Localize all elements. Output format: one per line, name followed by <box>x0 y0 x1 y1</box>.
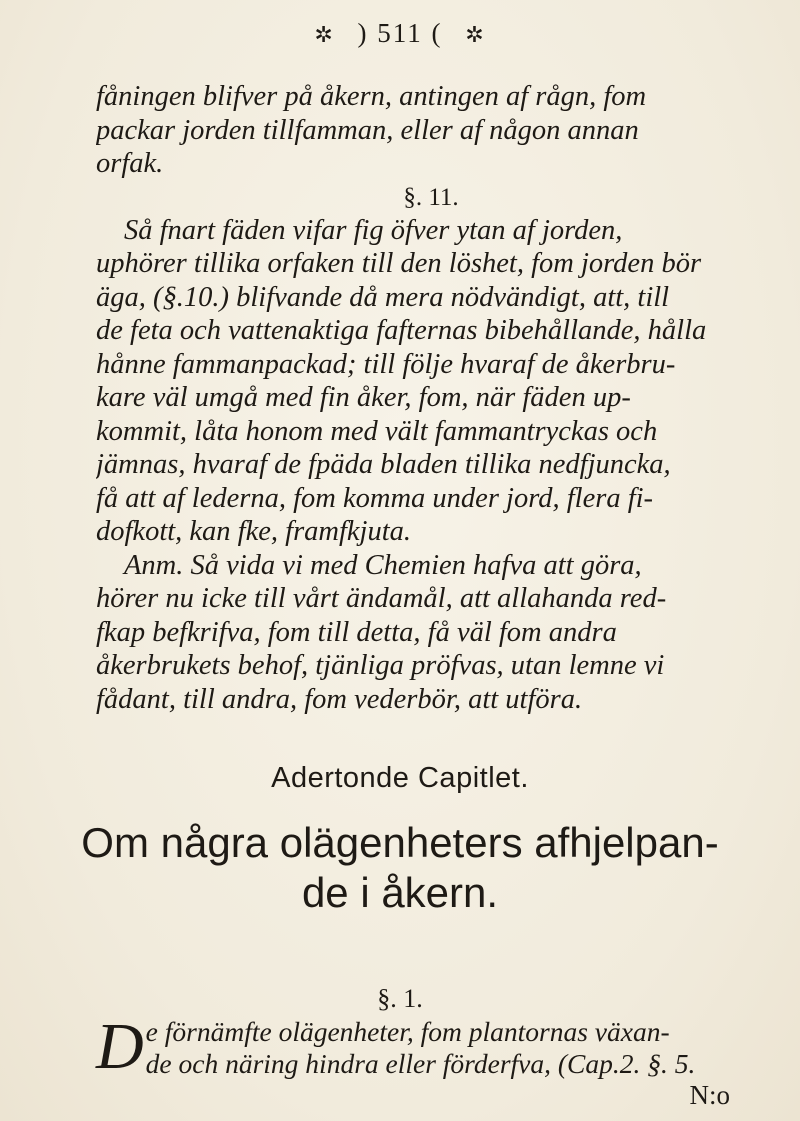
final-paragraph <box>96 1010 736 1110</box>
text-line: fåningen blifver på åkern, antingen af rågn, fom <box>96 81 647 112</box>
text-line: orfak. <box>96 148 164 179</box>
chapter-title-line: de i åkern. <box>301 869 499 916</box>
text-line: kommit, låta honom med vält fammantryckas och <box>96 415 658 447</box>
text-line: uphörer tillika orfaken till den löshet, fom jorden bör <box>96 248 702 279</box>
chapter-title <box>0 818 800 918</box>
chapter-title-line: Om några olägenheters afhjelpan- <box>81 819 719 866</box>
catchword: N:o <box>689 1080 730 1110</box>
page-number: ) 511 ( <box>357 18 443 48</box>
text-line: packar jorden tillfamman, eller af någon annan <box>96 114 639 146</box>
note-line: åkerbrukets behof, tjänliga pröfvas, utan lemne vi <box>96 650 665 681</box>
star-ornament-icon: ✲ <box>465 22 486 47</box>
text-line: dofkott, kan fke, framfkjuta. <box>96 516 412 547</box>
page-header <box>0 18 800 49</box>
text-line: kare väl umgå med fin åker, fom, när fäden up- <box>96 382 631 413</box>
text-line: de feta och vattenaktiga fafternas bibehållande, hålla <box>96 315 707 346</box>
note-line: fkap befkrifva, fom till detta, få väl fom andra <box>96 616 617 648</box>
note-line: hörer nu icke till vårt ändamål, att allahanda red- <box>96 583 667 614</box>
section-heading: §. 11. <box>403 183 459 211</box>
text-line: få att af lederna, fom komma under jord, flera fi- <box>96 482 654 514</box>
text-line: Så fnart fäden vifar fig öfver ytan af jorden, <box>124 214 623 246</box>
chapter-label: Adertonde Capitlet. <box>271 762 529 794</box>
text-line: hånne fammanpackad; till följe hvaraf de åkerbru- <box>96 348 676 380</box>
note-line: fådant, till andra, fom vederbör, att utföra. <box>96 683 583 715</box>
text-line: e förnämfte olägenheter, fom plantornas växan- <box>145 1016 670 1047</box>
note-line: Anm. Så vida vi med Chemien hafva att göra, <box>124 549 642 581</box>
top-paragraph <box>96 80 726 716</box>
drop-cap: D <box>96 1010 144 1083</box>
text-line: äga, (§.10.) blifvande då mera nödvändigt, att, till <box>96 281 670 313</box>
star-ornament-icon: ✲ <box>314 22 335 47</box>
section-heading: §. 1. <box>377 984 423 1013</box>
text-line: jämnas, hvaraf de fpäda bladen tillika nedfjuncka, <box>96 449 671 480</box>
text-line: de och näring hindra eller förderfva, (Cap.2. §. 5. <box>145 1048 696 1079</box>
